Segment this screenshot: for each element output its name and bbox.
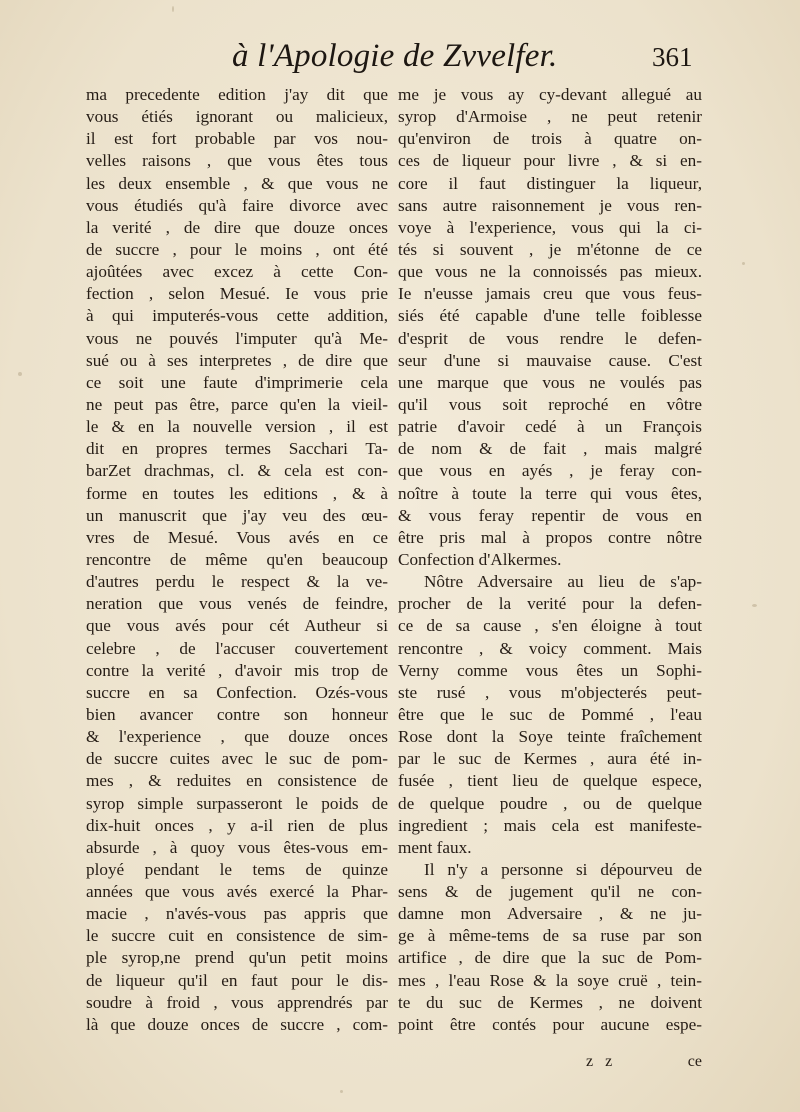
text-line: damne mon Adversaire , & ne ju- (398, 904, 702, 924)
text-line: ge à même-tems de sa ruse par son (398, 926, 702, 946)
text-line: rencontre de même qu'en beaucoup (86, 549, 388, 569)
text-line: le succre cuit en consistence de sim- (86, 926, 388, 946)
paper-speck (340, 1090, 343, 1093)
text-line: ployé pendant le tems de quinze (86, 859, 388, 879)
right-text-column (398, 84, 702, 1036)
text-line: d'autres perdu le respect & la ve- (86, 572, 388, 592)
text-line: ment faux. (398, 837, 472, 857)
text-line: qu'il vous soit reproché en vôtre (398, 394, 702, 414)
text-line: sans autre raisonnement je vous ren- (398, 195, 702, 215)
text-line: siés été capable d'une telle foiblesse (398, 306, 702, 326)
text-line: tés si souvent , je m'étonne de ce (398, 239, 702, 259)
text-line: ne peut pas être, parce qu'en la vieil- (86, 394, 388, 414)
text-line: vous ne pouvés l'imputer qu'à Me- (86, 328, 388, 348)
text-line: que vous en ayés , je feray con- (398, 461, 702, 481)
text-line: ce de sa cause , s'en éloigne à tout (398, 616, 702, 636)
text-line: artifice , de dire que la suc de Pom- (398, 948, 702, 968)
text-line: fusée , tient lieu de quelque espece, (398, 771, 702, 791)
text-line: qu'environ de trois à quatre on- (398, 129, 702, 149)
text-line: te du suc de Kermes , ne doivent (398, 992, 702, 1012)
page-number: 361 (652, 42, 693, 72)
text-line: point être contés pour aucune espe- (398, 1014, 702, 1034)
text-line: dix-huit onces , y a-il rien de plus (86, 815, 388, 835)
text-line: le & en la nouvelle version , il est (86, 417, 388, 437)
text-line: sué ou à ses interpretes , de dire que (86, 350, 388, 370)
paper-speck (742, 262, 745, 265)
text-line: rencontre , & voicy comment. Mais (398, 638, 702, 658)
text-line: core il faut distinguer la liqueur, (398, 173, 702, 193)
text-line: de succre cuites avec le suc de pom- (86, 749, 388, 769)
text-line: Nôtre Adversaire au lieu de s'ap- (424, 572, 702, 592)
text-line: les deux ensemble , & que vous ne (86, 173, 388, 193)
signature-mark: z z (586, 1053, 617, 1070)
left-text-column (86, 84, 388, 1036)
text-line: patrie d'avoir cedé à un François (398, 417, 702, 437)
text-line: être pris mal à propos contre nôtre (398, 527, 702, 547)
catchword: ce (687, 1053, 702, 1070)
text-line: absurde , à quoy vous êtes-vous em- (86, 837, 388, 857)
text-line: bien avancer contre son honneur (86, 704, 388, 724)
text-line: Ie n'eusse jamais creu que vous feus- (398, 284, 702, 304)
text-line: vous étudiés qu'à faire divorce avec (86, 195, 388, 215)
text-line: succre en sa Confection. Ozés-vous (86, 682, 388, 702)
text-line: un manuscrit que j'ay veu des œu- (86, 505, 388, 525)
text-line: il est fort probable par vos nou- (86, 129, 388, 149)
text-line: que vous ne la connoissés pas mieux. (398, 262, 702, 282)
text-line: barZet drachmas, cl. & cela est con- (86, 461, 388, 481)
text-line: syrop simple surpasseront le poids de (86, 793, 388, 813)
text-line: ces de liqueur pour livre , & si en- (398, 151, 702, 171)
text-line: voye à l'experience, vous qui la ci- (398, 217, 702, 237)
running-title: à l'Apologie de Zvvelfer. (232, 38, 558, 74)
page-header (0, 36, 800, 82)
text-line: de liqueur qu'il en faut pour le dis- (86, 970, 388, 990)
text-line: velles raisons , que vous êtes tous (86, 151, 388, 171)
text-line: soudre à froid , vous apprendrés par (86, 992, 388, 1012)
paper-speck (752, 604, 757, 607)
text-line: de succre , pour le moins , ont été (86, 239, 388, 259)
text-line: mes , l'eau Rose & la soye cruë , tein- (398, 970, 702, 990)
text-line: que vous avés pour cét Autheur si (86, 616, 388, 636)
text-line: d'esprit de vous rendre le defen- (398, 328, 702, 348)
text-line: Confection d'Alkermes. (398, 549, 562, 569)
text-line: de nom & de fait , mais malgré (398, 439, 702, 459)
text-line: une marque que vous ne voulés pas (398, 372, 702, 392)
text-line: ajoûtées avec excez à cette Con- (86, 262, 388, 282)
text-line: seur d'une si mauvaise cause. C'est (398, 350, 702, 370)
text-line: dit en propres termes Sacchari Ta- (86, 439, 388, 459)
text-line: celebre , de l'accuser couvertement (86, 638, 388, 658)
text-line: procher de la verité pour la defen- (398, 594, 702, 614)
text-line: être que le suc de Pommé , l'eau (398, 704, 702, 724)
text-line: Rose dont la Soye teinte fraîchement (398, 727, 702, 747)
text-line: années que vous avés exercé la Phar- (86, 882, 388, 902)
text-line: ma precedente edition j'ay dit que (86, 85, 388, 104)
paper-speck (172, 6, 174, 12)
text-line: macie , n'avés-vous pas appris que (86, 904, 388, 924)
text-line: ste rusé , vous m'objecterés peut- (398, 682, 702, 702)
text-line: Verny comme vous êtes un Sophi- (398, 660, 702, 680)
paper-speck (18, 372, 22, 376)
text-line: contre la verité , d'avoir mis trop de (86, 660, 388, 680)
text-line: mes , & reduites en consistence de (86, 771, 388, 791)
text-line: fection , selon Mesué. Ie vous prie (86, 284, 388, 304)
text-line: la verité , de dire que douze onces (86, 217, 388, 237)
text-line: forme en toutes les editions , & à (86, 483, 388, 503)
text-line: vous étiés ignorant ou malicieux, (86, 107, 388, 127)
text-line: de quelque poudre , ou de quelque (398, 793, 702, 813)
text-line: Il n'y a personne si dépourveu de (424, 859, 702, 879)
text-line: par le suc de Kermes , aura été in- (398, 749, 702, 769)
text-line: à qui imputerés-vous cette addition, (86, 306, 388, 326)
text-line: ce soit une faute d'imprimerie cela (86, 372, 388, 392)
text-line: sens & de jugement qu'il ne con- (398, 882, 702, 902)
text-line: noître à toute la terre qui vous êtes, (398, 483, 702, 503)
text-line: & vous feray repentir de vous en (398, 505, 702, 525)
text-line: ingredient ; mais cela est manifeste- (398, 815, 702, 835)
text-line: syrop d'Armoise , ne peut retenir (398, 107, 702, 127)
text-line: vres de Mesué. Vous avés en ce (86, 527, 388, 547)
text-line: ple syrop,ne prend qu'un petit moins (86, 948, 388, 968)
page-footer (398, 1053, 702, 1077)
text-line: neration que vous venés de feindre, (86, 594, 388, 614)
text-line: & l'experience , que douze onces (86, 727, 388, 747)
text-line: me je vous ay cy-devant allegué au (398, 85, 702, 104)
text-line: là que douze onces de succre , com- (86, 1014, 388, 1034)
